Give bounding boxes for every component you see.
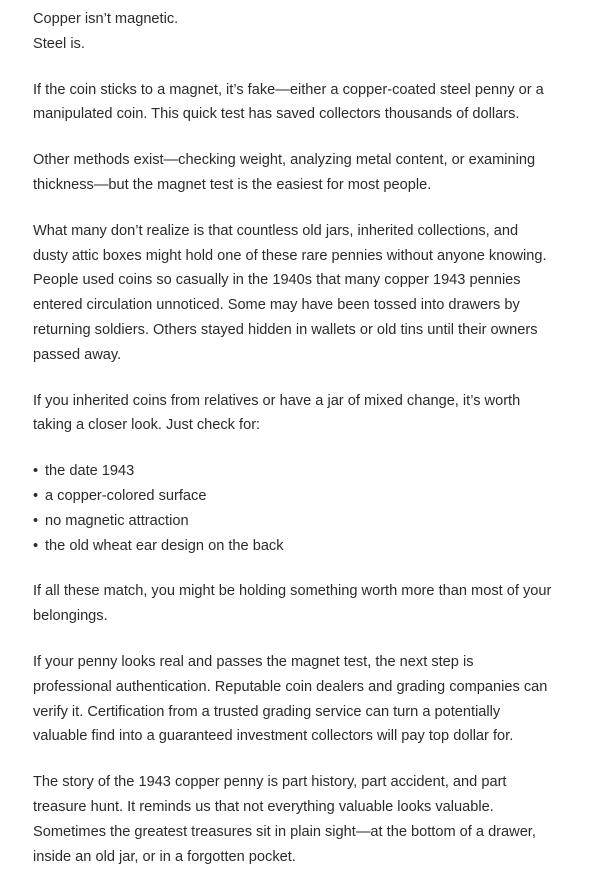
text-line: Other methods exist—checking weight, analyzing metal content, or examining <box>33 152 536 169</box>
text-line: returning soldiers. Others stayed hidden in wallets or old tins until their owners <box>33 321 538 338</box>
other-methods-paragraph <box>33 148 578 198</box>
text-line: manipulated coin. This quick test has saved collectors thousands of dollars. <box>33 106 520 123</box>
text-line: inside an old jar, or in a forgotten pocket. <box>33 848 296 865</box>
checklist-item-text: the old wheat ear design on the back <box>45 537 284 554</box>
text-line: belongings. <box>33 608 108 625</box>
checklist-item-text: no magnetic attraction <box>45 512 189 529</box>
text-line: If you inherited coins from relatives or have a jar of mixed change, it’s worth <box>33 392 521 409</box>
conclusion-paragraph <box>33 770 578 869</box>
text-line: passed away. <box>33 346 122 363</box>
text-line: If your penny looks real and passes the magnet test, the next step is <box>33 653 474 670</box>
hidden-pennies-paragraph <box>33 219 578 368</box>
text-line: verify it. Certification from a trusted grading service can turn a potentially <box>33 703 501 720</box>
text-line: professional authentication. Reputable coin dealers and grading companies can <box>33 678 548 695</box>
checklist-item-text: a copper-colored surface <box>45 487 207 504</box>
checklist-item <box>33 534 578 559</box>
bullet-icon: • <box>33 487 39 504</box>
text-line: valuable find into a guaranteed investment collectors will pay top dollar for. <box>33 728 514 745</box>
text-line: dusty attic boxes might hold one of these rare pennies without anyone knowing. <box>33 247 547 264</box>
bullet-icon: • <box>33 463 39 480</box>
text-line: treasure hunt. It reminds us that not everything valuable looks valuable. <box>33 798 494 815</box>
magnet-fake-paragraph <box>33 78 578 128</box>
checklist <box>33 459 578 558</box>
intro-paragraph <box>33 7 578 57</box>
checklist-item <box>33 459 578 484</box>
bullet-icon: • <box>33 512 39 529</box>
text-line: Sometimes the greatest treasures sit in plain sight—at the bottom of a drawer, <box>33 823 536 840</box>
bullet-icon: • <box>33 537 39 554</box>
text-line: The story of the 1943 copper penny is part history, part accident, and part <box>33 774 507 791</box>
text-line: What many don’t realize is that countless old jars, inherited collections, and <box>33 222 519 239</box>
checklist-item-text: the date 1943 <box>45 463 135 480</box>
text-line: Steel is. <box>33 35 85 52</box>
text-line: entered circulation unnoticed. Some may have been tossed into drawers by <box>33 297 520 314</box>
text-line: If all these match, you might be holding something worth more than most of your <box>33 583 552 600</box>
text-line: taking a closer look. Just check for: <box>33 417 261 434</box>
match-paragraph <box>33 579 578 629</box>
text-line: thickness—but the magnet test is the easiest for most people. <box>33 176 432 193</box>
checklist-item <box>33 484 578 509</box>
inherited-coins-paragraph <box>33 389 578 439</box>
text-line: If the coin sticks to a magnet, it’s fake—either a copper-coated steel penny or a <box>33 81 544 98</box>
authentication-paragraph <box>33 650 578 749</box>
text-line: Copper isn’t magnetic. <box>33 11 179 27</box>
text-line: People used coins so casually in the 1940s that many copper 1943 pennies <box>33 272 521 289</box>
checklist-item <box>33 509 578 534</box>
